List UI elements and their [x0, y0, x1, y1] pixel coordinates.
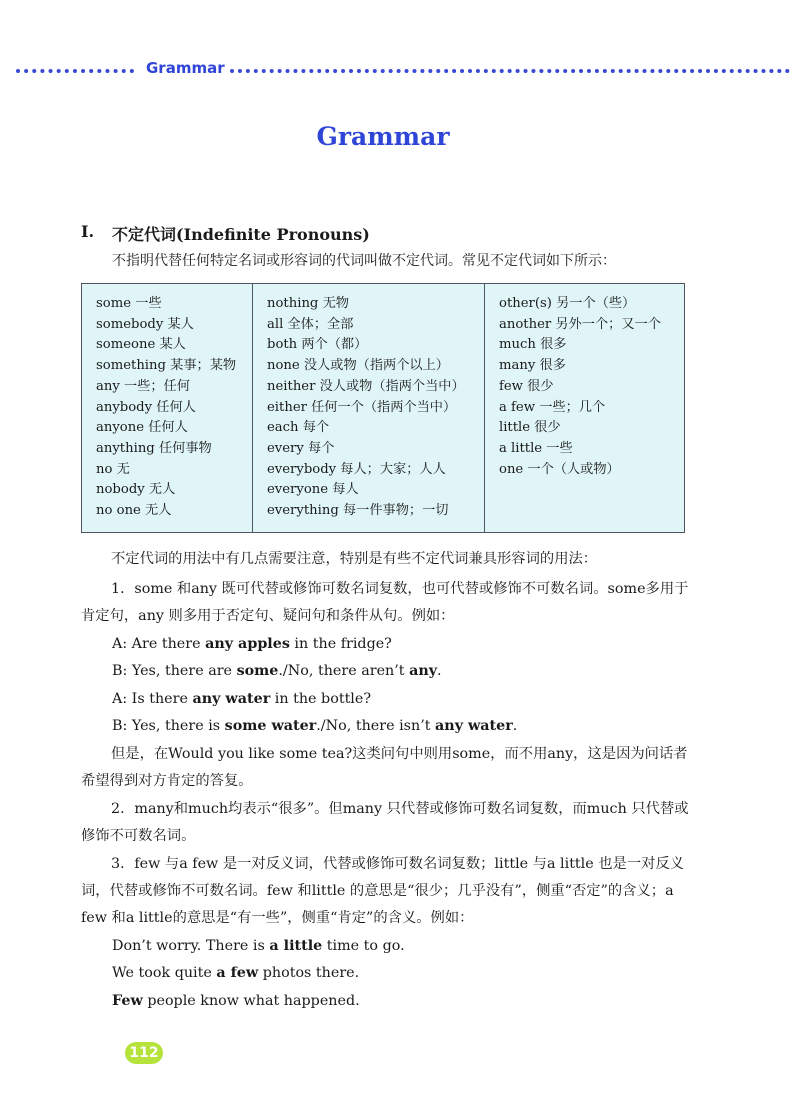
- pronoun-entry: everyone 每人: [267, 482, 359, 498]
- section-intro: 不指明代替任何特定名词或形容词的代词叫做不定代词。常见不定代词如下所示：: [112, 253, 616, 269]
- pronoun-entry: nobody 无人: [96, 482, 176, 498]
- example-2b: B: Yes, there is some water./No, there isn’t any water.: [112, 718, 518, 734]
- example-5: Few people know what happened.: [112, 993, 360, 1009]
- rule-1: 1．some 和any 既可代替或修饰可数名词复数，也可代替或修饰不可数名词。some多用于肯定句，any 则多用于否定句、疑问句和条件从句。例如：: [81, 581, 689, 624]
- pronoun-entry: other(s) 另一个（些）: [499, 296, 636, 311]
- header-running-title: Grammar: [146, 59, 225, 77]
- pronoun-entry: much 很多: [499, 337, 567, 353]
- pronoun-entry: no one 无人: [96, 503, 172, 519]
- pronoun-entry: each 每个: [267, 420, 330, 436]
- pronoun-entry: none 没人或物（指两个以上）: [267, 358, 449, 374]
- pronoun-entry: many 很多: [499, 358, 566, 374]
- pronoun-entry: little 很少: [499, 420, 561, 436]
- pronoun-entry: anyone 任何人: [96, 420, 188, 436]
- pronoun-table: [81, 283, 685, 533]
- pronoun-entry: a little 一些: [499, 440, 573, 456]
- header-dots-right: [230, 69, 790, 73]
- pronoun-column-2: [253, 284, 485, 532]
- pronoun-entry: one 一个（人或物）: [499, 461, 620, 477]
- example-1b: B: Yes, there are some./No, there aren’t any.: [112, 663, 442, 679]
- pronoun-entry: neither 没人或物（指两个当中）: [267, 378, 465, 394]
- pronoun-entry: somebody 某人: [96, 316, 194, 332]
- pronoun-entry: all 全体；全部: [267, 316, 354, 332]
- pronoun-entry: both 两个（都）: [267, 337, 368, 353]
- pronoun-column-1: [82, 284, 253, 532]
- pronoun-entry: someone 某人: [96, 337, 186, 353]
- pronoun-entry: a few 一些；几个: [499, 399, 606, 415]
- example-3: Don’t worry. There is a little time to go.: [112, 938, 405, 954]
- pronoun-entry: some 一些: [96, 296, 162, 311]
- example-1a: A: Are there any apples in the fridge?: [112, 636, 392, 652]
- page-title: Grammar: [316, 122, 450, 151]
- section-number: I.: [81, 222, 95, 241]
- example-4: We took quite a few photos there.: [112, 965, 360, 981]
- section-title-cn: 不定代词: [112, 225, 177, 244]
- usage-note: 不定代词的用法中有几点需要注意，特别是有些不定代词兼具形容词的用法：: [111, 551, 598, 567]
- rule-3: 3．few 与a few 是一对反义词，代替或修饰可数名词复数；little 与a little 也是一对反义词，代替或修饰不可数名词。few 和little 的意思是“很少；几乎没有”，侧重“否定”的含义；a few 和a little的意思是“有一些”，侧重“肯定”的含义。例如：: [81, 856, 685, 926]
- pronoun-entry: every 每个: [267, 440, 335, 456]
- pronoun-entry: anybody 任何人: [96, 399, 196, 415]
- pronoun-entry: another 另外一个；又一个: [499, 316, 661, 332]
- pronoun-entry: no 无: [96, 461, 130, 477]
- pronoun-column-3: [485, 284, 684, 532]
- pronoun-entry: something 某事；某物: [96, 358, 237, 374]
- pronoun-entry: either 任何一个（指两个当中）: [267, 399, 457, 415]
- header-dots-left: [16, 69, 134, 73]
- pronoun-entry: everybody 每人；大家；人人: [267, 461, 446, 477]
- rule-2: 2．many和much均表示“很多”。但many 只代替或修饰可数名词复数，而much 只代替或修饰不可数名词。: [81, 801, 689, 844]
- pronoun-entry: nothing 无物: [267, 296, 349, 311]
- page-number: 112: [125, 1042, 163, 1064]
- running-header: [0, 58, 800, 82]
- section-title: [112, 222, 370, 245]
- pronoun-entry: any 一些；任何: [96, 378, 190, 394]
- pronoun-entry: everything 每一件事物；一切: [267, 503, 449, 519]
- example-2a: A: Is there any water in the bottle?: [112, 691, 372, 707]
- section-title-en: (Indefinite Pronouns): [176, 225, 370, 244]
- tea-note: 但是，在Would you like some tea?这类问句中则用some，而不用any，这是因为问话者希望得到对方肯定的答复。: [81, 746, 688, 789]
- pronoun-entry: anything 任何事物: [96, 440, 212, 456]
- pronoun-entry: few 很少: [499, 378, 554, 394]
